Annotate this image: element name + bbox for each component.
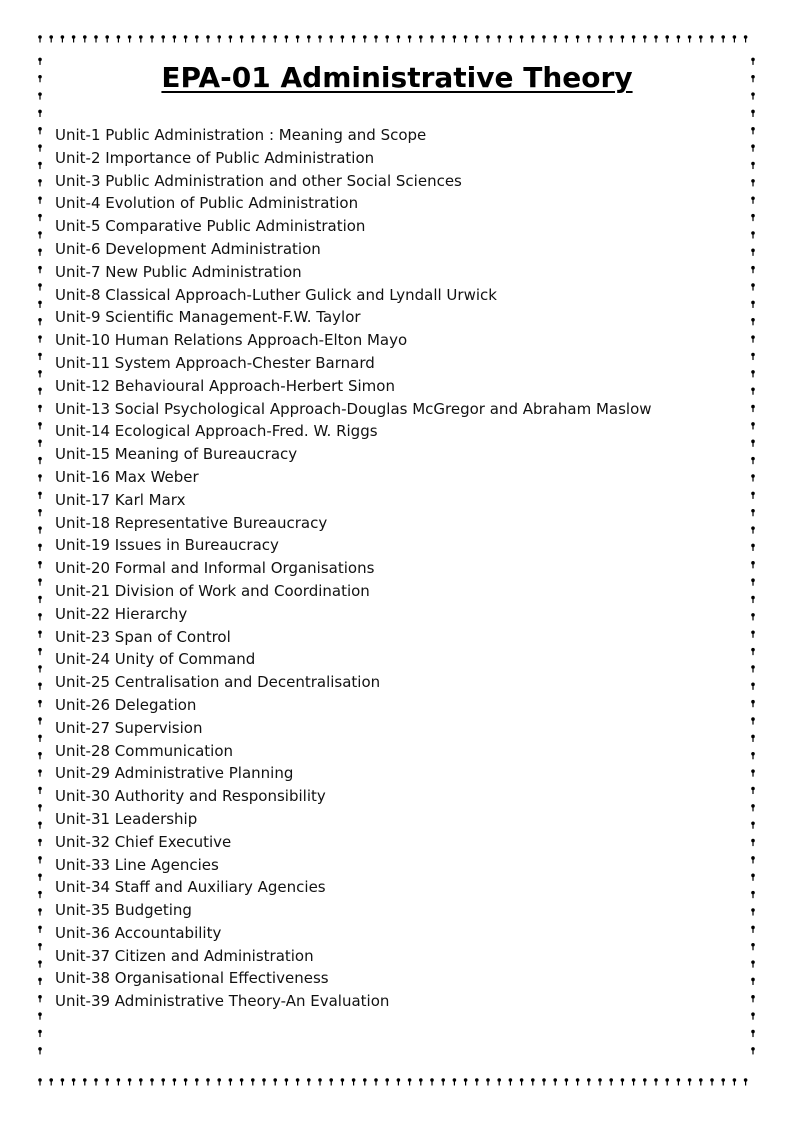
unit-item: Unit-6 Development Administration (55, 239, 321, 258)
unit-item: Unit-3 Public Administration and other Social Sciences (55, 171, 462, 190)
unit-item: Unit-22 Hierarchy (55, 604, 188, 623)
page-title: EPA-01 Administrative Theory (161, 61, 633, 94)
unit-item: Unit-9 Scientific Management-F.W. Taylor (55, 308, 361, 327)
unit-item: Unit-37 Citizen and Administration (55, 946, 314, 965)
unit-list (55, 124, 652, 1013)
unit-item: Unit-2 Importance of Public Administration (55, 148, 375, 167)
unit-item: Unit-17 Karl Marx (55, 490, 186, 509)
unit-item: Unit-29 Administrative Planning (55, 764, 294, 783)
unit-item: Unit-28 Communication (55, 741, 234, 760)
unit-item: Unit-5 Comparative Public Administration (55, 217, 366, 236)
unit-item: Unit-24 Unity of Command (55, 650, 256, 669)
unit-item: Unit-30 Authority and Responsibility (55, 787, 326, 806)
unit-item: Unit-20 Formal and Informal Organisations (55, 559, 375, 578)
unit-item: Unit-11 System Approach-Chester Barnard (55, 353, 375, 372)
unit-item: Unit-7 New Public Administration (55, 262, 302, 281)
unit-item: Unit-32 Chief Executive (55, 832, 232, 851)
unit-item: Unit-26 Delegation (55, 695, 197, 714)
unit-item: Unit-23 Span of Control (55, 627, 231, 646)
unit-item: Unit-21 Division of Work and Coordination (55, 581, 370, 600)
unit-item: Unit-33 Line Agencies (55, 855, 219, 874)
unit-item: Unit-15 Meaning of Bureaucracy (55, 445, 298, 464)
unit-item: Unit-8 Classical Approach-Luther Gulick and Lyndall Urwick (55, 285, 497, 304)
unit-item: Unit-35 Budgeting (55, 901, 192, 920)
unit-item: Unit-18 Representative Bureaucracy (55, 513, 328, 532)
unit-item: Unit-19 Issues in Bureaucracy (55, 536, 279, 555)
unit-item: Unit-1 Public Administration : Meaning and Scope (55, 126, 427, 144)
unit-item: Unit-12 Behavioural Approach-Herbert Simon (55, 376, 395, 395)
unit-item: Unit-13 Social Psychological Approach-Douglas McGregor and Abraham Maslow (55, 399, 652, 418)
unit-item: Unit-36 Accountability (55, 923, 222, 942)
unit-item: Unit-38 Organisational Effectiveness (55, 969, 329, 988)
unit-item: Unit-16 Max Weber (55, 467, 199, 486)
unit-item: Unit-10 Human Relations Approach-Elton Mayo (55, 331, 408, 350)
unit-item: Unit-25 Centralisation and Decentralisation (55, 673, 381, 692)
unit-item: Unit-39 Administrative Theory-An Evaluation (55, 992, 390, 1011)
unit-item: Unit-14 Ecological Approach-Fred. W. Riggs (55, 422, 378, 441)
unit-item: Unit-27 Supervision (55, 718, 203, 737)
unit-item: Unit-34 Staff and Auxiliary Agencies (55, 878, 326, 897)
unit-item: Unit-31 Leadership (55, 809, 198, 828)
unit-item: Unit-4 Evolution of Public Administration (55, 194, 359, 213)
